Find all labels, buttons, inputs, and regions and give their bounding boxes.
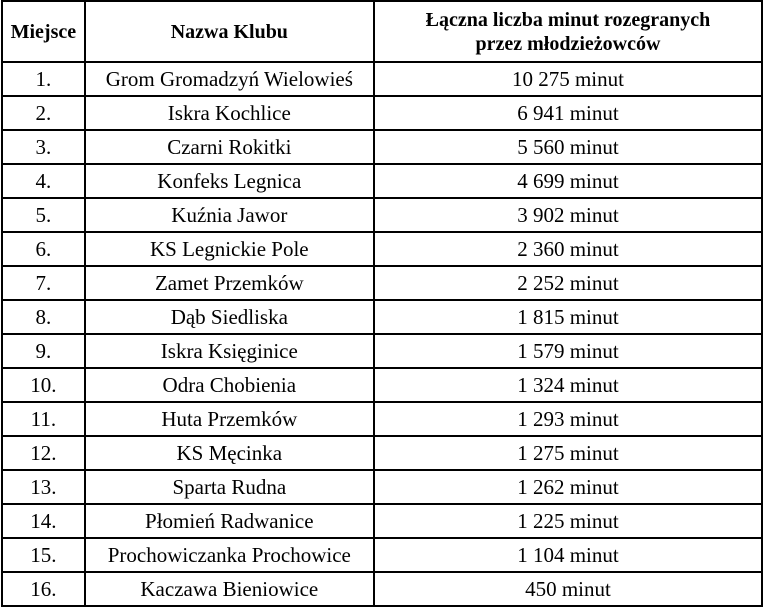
header-minutes-line1: Łączna liczba minut rozegranych [425, 8, 711, 31]
header-minutes-line2: przez młodzieżowców [475, 32, 661, 55]
club-cell: Huta Przemków [85, 402, 374, 436]
club-cell: Kaczawa Bieniowice [85, 572, 374, 606]
club-cell: Prochowiczanka Prochowice [85, 538, 374, 572]
rank-cell: 1. [2, 62, 85, 96]
table-row [2, 232, 762, 266]
table-row [2, 402, 762, 436]
table-row [2, 334, 762, 368]
club-cell: Płomień Radwanice [85, 504, 374, 538]
rank-cell: 12. [2, 436, 85, 470]
table-row [2, 96, 762, 130]
minutes-cell: 1 275 minut [374, 436, 762, 470]
minutes-cell: 1 815 minut [374, 300, 762, 334]
minutes-cell: 3 902 minut [374, 198, 762, 232]
rank-cell: 16. [2, 572, 85, 606]
table-body [2, 62, 762, 606]
table-row [2, 130, 762, 164]
header-row [2, 1, 762, 62]
table-row [2, 266, 762, 300]
rank-cell: 7. [2, 266, 85, 300]
rank-cell: 6. [2, 232, 85, 266]
table-row [2, 504, 762, 538]
rank-cell: 5. [2, 198, 85, 232]
minutes-cell: 1 324 minut [374, 368, 762, 402]
minutes-cell: 1 262 minut [374, 470, 762, 504]
table-row [2, 198, 762, 232]
club-cell: Iskra Księginice [85, 334, 374, 368]
club-cell: Dąb Siedliska [85, 300, 374, 334]
rank-cell: 13. [2, 470, 85, 504]
minutes-cell: 2 252 minut [374, 266, 762, 300]
table-row [2, 368, 762, 402]
minutes-cell: 1 104 minut [374, 538, 762, 572]
club-cell: Sparta Rudna [85, 470, 374, 504]
minutes-cell: 10 275 minut [374, 62, 762, 96]
club-cell: Zamet Przemków [85, 266, 374, 300]
minutes-cell: 5 560 minut [374, 130, 762, 164]
table-row [2, 572, 762, 606]
rank-cell: 10. [2, 368, 85, 402]
minutes-cell: 4 699 minut [374, 164, 762, 198]
minutes-cell: 1 293 minut [374, 402, 762, 436]
table-row [2, 300, 762, 334]
club-cell: Iskra Kochlice [85, 96, 374, 130]
minutes-cell: 1 225 minut [374, 504, 762, 538]
rank-cell: 3. [2, 130, 85, 164]
rank-cell: 11. [2, 402, 85, 436]
rank-cell: 14. [2, 504, 85, 538]
header-club: Nazwa Klubu [85, 1, 374, 62]
table-row [2, 470, 762, 504]
rank-cell: 9. [2, 334, 85, 368]
header-minutes [374, 1, 762, 62]
rank-cell: 2. [2, 96, 85, 130]
table-row [2, 436, 762, 470]
minutes-cell: 450 minut [374, 572, 762, 606]
club-cell: Kuźnia Jawor [85, 198, 374, 232]
minutes-cell: 1 579 minut [374, 334, 762, 368]
club-cell: Grom Gromadzyń Wielowieś [85, 62, 374, 96]
rank-cell: 8. [2, 300, 85, 334]
club-cell: Konfeks Legnica [85, 164, 374, 198]
minutes-cell: 2 360 minut [374, 232, 762, 266]
club-cell: Czarni Rokitki [85, 130, 374, 164]
ranking-table [1, 0, 763, 607]
club-cell: Odra Chobienia [85, 368, 374, 402]
club-cell: KS Legnickie Pole [85, 232, 374, 266]
table-row [2, 538, 762, 572]
header-rank: Miejsce [2, 1, 85, 62]
rank-cell: 4. [2, 164, 85, 198]
minutes-cell: 6 941 minut [374, 96, 762, 130]
table-row [2, 62, 762, 96]
table-row [2, 164, 762, 198]
club-cell: KS Męcinka [85, 436, 374, 470]
rank-cell: 15. [2, 538, 85, 572]
